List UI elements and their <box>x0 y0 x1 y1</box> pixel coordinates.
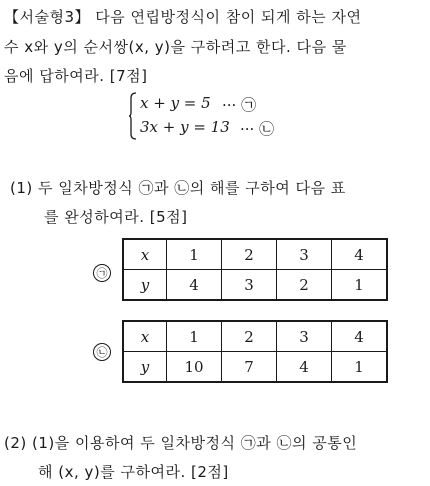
intro-line-1: 【서술형3】 다음 연립방정식이 참이 되게 하는 자연 <box>4 8 362 26</box>
equation-2 <box>140 118 230 136</box>
equation-2-tag <box>240 118 274 139</box>
table-cell: 3 <box>277 321 332 352</box>
table-cell: 1 <box>167 239 222 270</box>
table-cell: x <box>123 239 167 270</box>
table-cell: y <box>123 270 167 301</box>
equation-1-dots: ··· <box>222 96 237 114</box>
equation-2-text: 3x + y = 13 <box>140 118 230 136</box>
table-cell: 2 <box>222 321 277 352</box>
table-cell: y <box>123 352 167 383</box>
handwritten-answer: 2 <box>277 270 332 301</box>
question-1-line-1: (1) 두 일차방정식 ㉠과 ㉡의 해를 구하여 다음 표 <box>10 179 346 197</box>
table-2 <box>122 320 388 383</box>
table-2-row-x <box>123 321 387 352</box>
table-cell: 4 <box>332 239 388 270</box>
system-brace <box>129 92 137 140</box>
handwritten-answer: 1 <box>332 352 388 383</box>
intro-line-2: 수 x와 y의 순서쌍(x, y)을 구하려고 한다. 다음 물 <box>4 38 347 56</box>
table-2-tag: ㉡ <box>93 343 111 361</box>
table-2-row-y <box>123 352 387 383</box>
question-1-line-2: 를 완성하여라. [5점] <box>44 208 188 226</box>
table-cell: 4 <box>332 321 388 352</box>
table-cell: 4 <box>167 270 222 301</box>
table-cell: x <box>123 321 167 352</box>
question-2-line-2: 해 (x, y)를 구하여라. [2점] <box>38 463 229 481</box>
equation-1-tag <box>222 94 256 115</box>
handwritten-answer: 1 <box>332 270 388 301</box>
table-cell: 1 <box>167 321 222 352</box>
table-cell: 3 <box>222 270 277 301</box>
table-1-tag: ㉠ <box>93 264 111 282</box>
table-cell: 2 <box>222 239 277 270</box>
intro-line-3: 음에 답하여라. [7점] <box>4 67 148 85</box>
table-1-row-x <box>123 239 387 270</box>
equation-1-tag-label: ㉠ <box>241 96 257 114</box>
table-1 <box>122 238 388 301</box>
handwritten-answer: 4 <box>277 352 332 383</box>
handwritten-answer: 7 <box>222 352 277 383</box>
equation-2-tag-label: ㉡ <box>259 120 275 138</box>
table-cell: 3 <box>277 239 332 270</box>
table-1-row-y <box>123 270 387 301</box>
question-2-line-1: (2) (1)을 이용하여 두 일차방정식 ㉠과 ㉡의 공통인 <box>4 434 358 452</box>
equation-1 <box>140 94 211 112</box>
equation-1-text: x + y = 5 <box>140 94 211 112</box>
equation-2-dots: ··· <box>240 120 255 138</box>
table-cell: 10 <box>167 352 222 383</box>
